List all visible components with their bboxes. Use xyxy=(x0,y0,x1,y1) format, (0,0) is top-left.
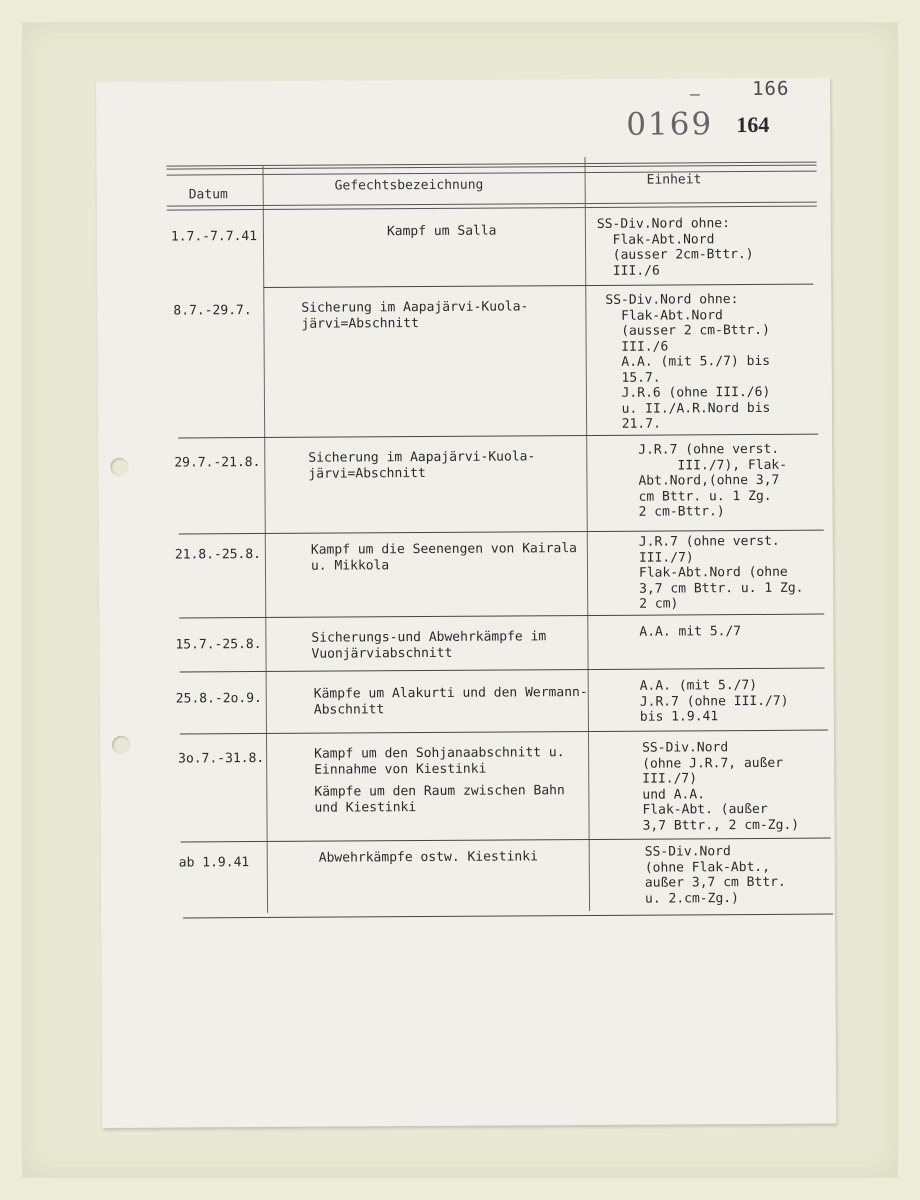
page-number-dash: – xyxy=(690,84,700,104)
row2-datum: 8.7.-29.7. xyxy=(173,303,252,319)
row8-einheit: SS-Div.Nord (ohne Flak-Abt., außer 3,7 cm Bttr. u. 2.cm-Zg.) xyxy=(644,844,786,907)
header-einheit: Einheit xyxy=(646,172,702,188)
row-separator xyxy=(263,284,813,288)
header-rule-top-3 xyxy=(167,171,817,176)
row3-einheit: J.R.7 (ohne verst. III./7), Flak- Abt.Nord,(ohne 3,7 cm Bttr. u. 1 Zg. 2 cm-Bttr.) xyxy=(638,441,788,520)
row-separator xyxy=(180,668,825,673)
row1-datum: 1.7.-7.7.41 xyxy=(170,229,258,245)
document-page xyxy=(96,78,836,1128)
row-separator xyxy=(178,434,818,439)
row-separator xyxy=(180,730,828,735)
row7-datum: 3o.7.-31.8. xyxy=(178,750,265,767)
row6-datum: 25.8.-2o.9. xyxy=(175,690,262,707)
row-separator xyxy=(179,614,824,619)
row-separator xyxy=(181,838,831,843)
row1-gefecht: Kampf um Salla xyxy=(386,223,497,240)
column-divider-1 xyxy=(263,165,269,913)
row8-datum: ab 1.9.41 xyxy=(178,855,250,871)
row4-gefecht: Kampf um die Seenengen von Kairala u. Mikkola xyxy=(310,541,578,574)
header-gefechtsbezeichnung: Gefechtsbezeichnung xyxy=(334,177,484,194)
punch-hole xyxy=(112,736,130,754)
row4-datum: 21.8.-25.8. xyxy=(174,547,262,563)
row7-gefecht: Kampf um den Sohjanaabschnitt u. Einnahme von Kiestinki xyxy=(314,745,565,778)
page-number-pencil: 166 xyxy=(751,77,790,100)
row5-gefecht: Sicherungs-und Abwehrkämpfe im Vuonjärviabschnitt xyxy=(311,629,547,662)
row5-datum: 15.7.-25.8. xyxy=(175,636,262,653)
page-number-stamp: 0169 xyxy=(626,106,714,143)
page-number-typed: 164 xyxy=(736,111,770,138)
row2-einheit: SS-Div.Nord ohne: Flak-Abt.Nord (ausser 2 cm-Bttr.) III./6 A.A. (mit 5./7) bis 15.7. J.R.6 (ohne III./6) u. II./A.R.Nord bis 21.7. xyxy=(605,292,771,432)
row4-einheit: J.R.7 (ohne verst. III./7) Flak-Abt.Nord (ohne 3,7 cm Bttr. u. 1 Zg. 2 cm) xyxy=(638,533,804,612)
row7-gefecht-2: Kämpfe um den Raum zwischen Bahn und Kiestinki xyxy=(314,783,565,816)
row3-gefecht: Sicherung im Aapajärvi-Kuola- järvi=Abschnitt xyxy=(308,449,536,482)
row1-einheit: SS-Div.Nord ohne: Flak-Abt.Nord (ausser 2cm-Bttr.) III./6 xyxy=(596,216,754,279)
row7-einheit: SS-Div.Nord (ohne J.R.7, außer III./7) und A.A. Flak-Abt. (außer 3,7 Bttr., 2 cm-Zg.) xyxy=(642,740,800,834)
header-datum: Datum xyxy=(188,187,228,203)
row6-gefecht: Kämpfe um Alakurti und den Wermann- Abschnitt xyxy=(313,685,588,718)
header-rule-bottom-2 xyxy=(167,206,817,211)
row8-gefecht: Abwehrkämpfe ostw. Kiestinki xyxy=(318,849,538,866)
row2-gefecht: Sicherung im Aapajärvi-Kuola- järvi=Abschnitt xyxy=(301,299,529,332)
column-divider-2 xyxy=(584,157,590,911)
punch-hole xyxy=(110,458,128,476)
row6-einheit: A.A. (mit 5./7) J.R.7 (ohne III./7) bis 1.9.41 xyxy=(639,677,789,725)
table-bottom-rule xyxy=(183,914,833,919)
row3-datum: 29.7.-21.8. xyxy=(174,455,261,471)
row5-einheit: A.A. mit 5./7 xyxy=(639,624,742,640)
